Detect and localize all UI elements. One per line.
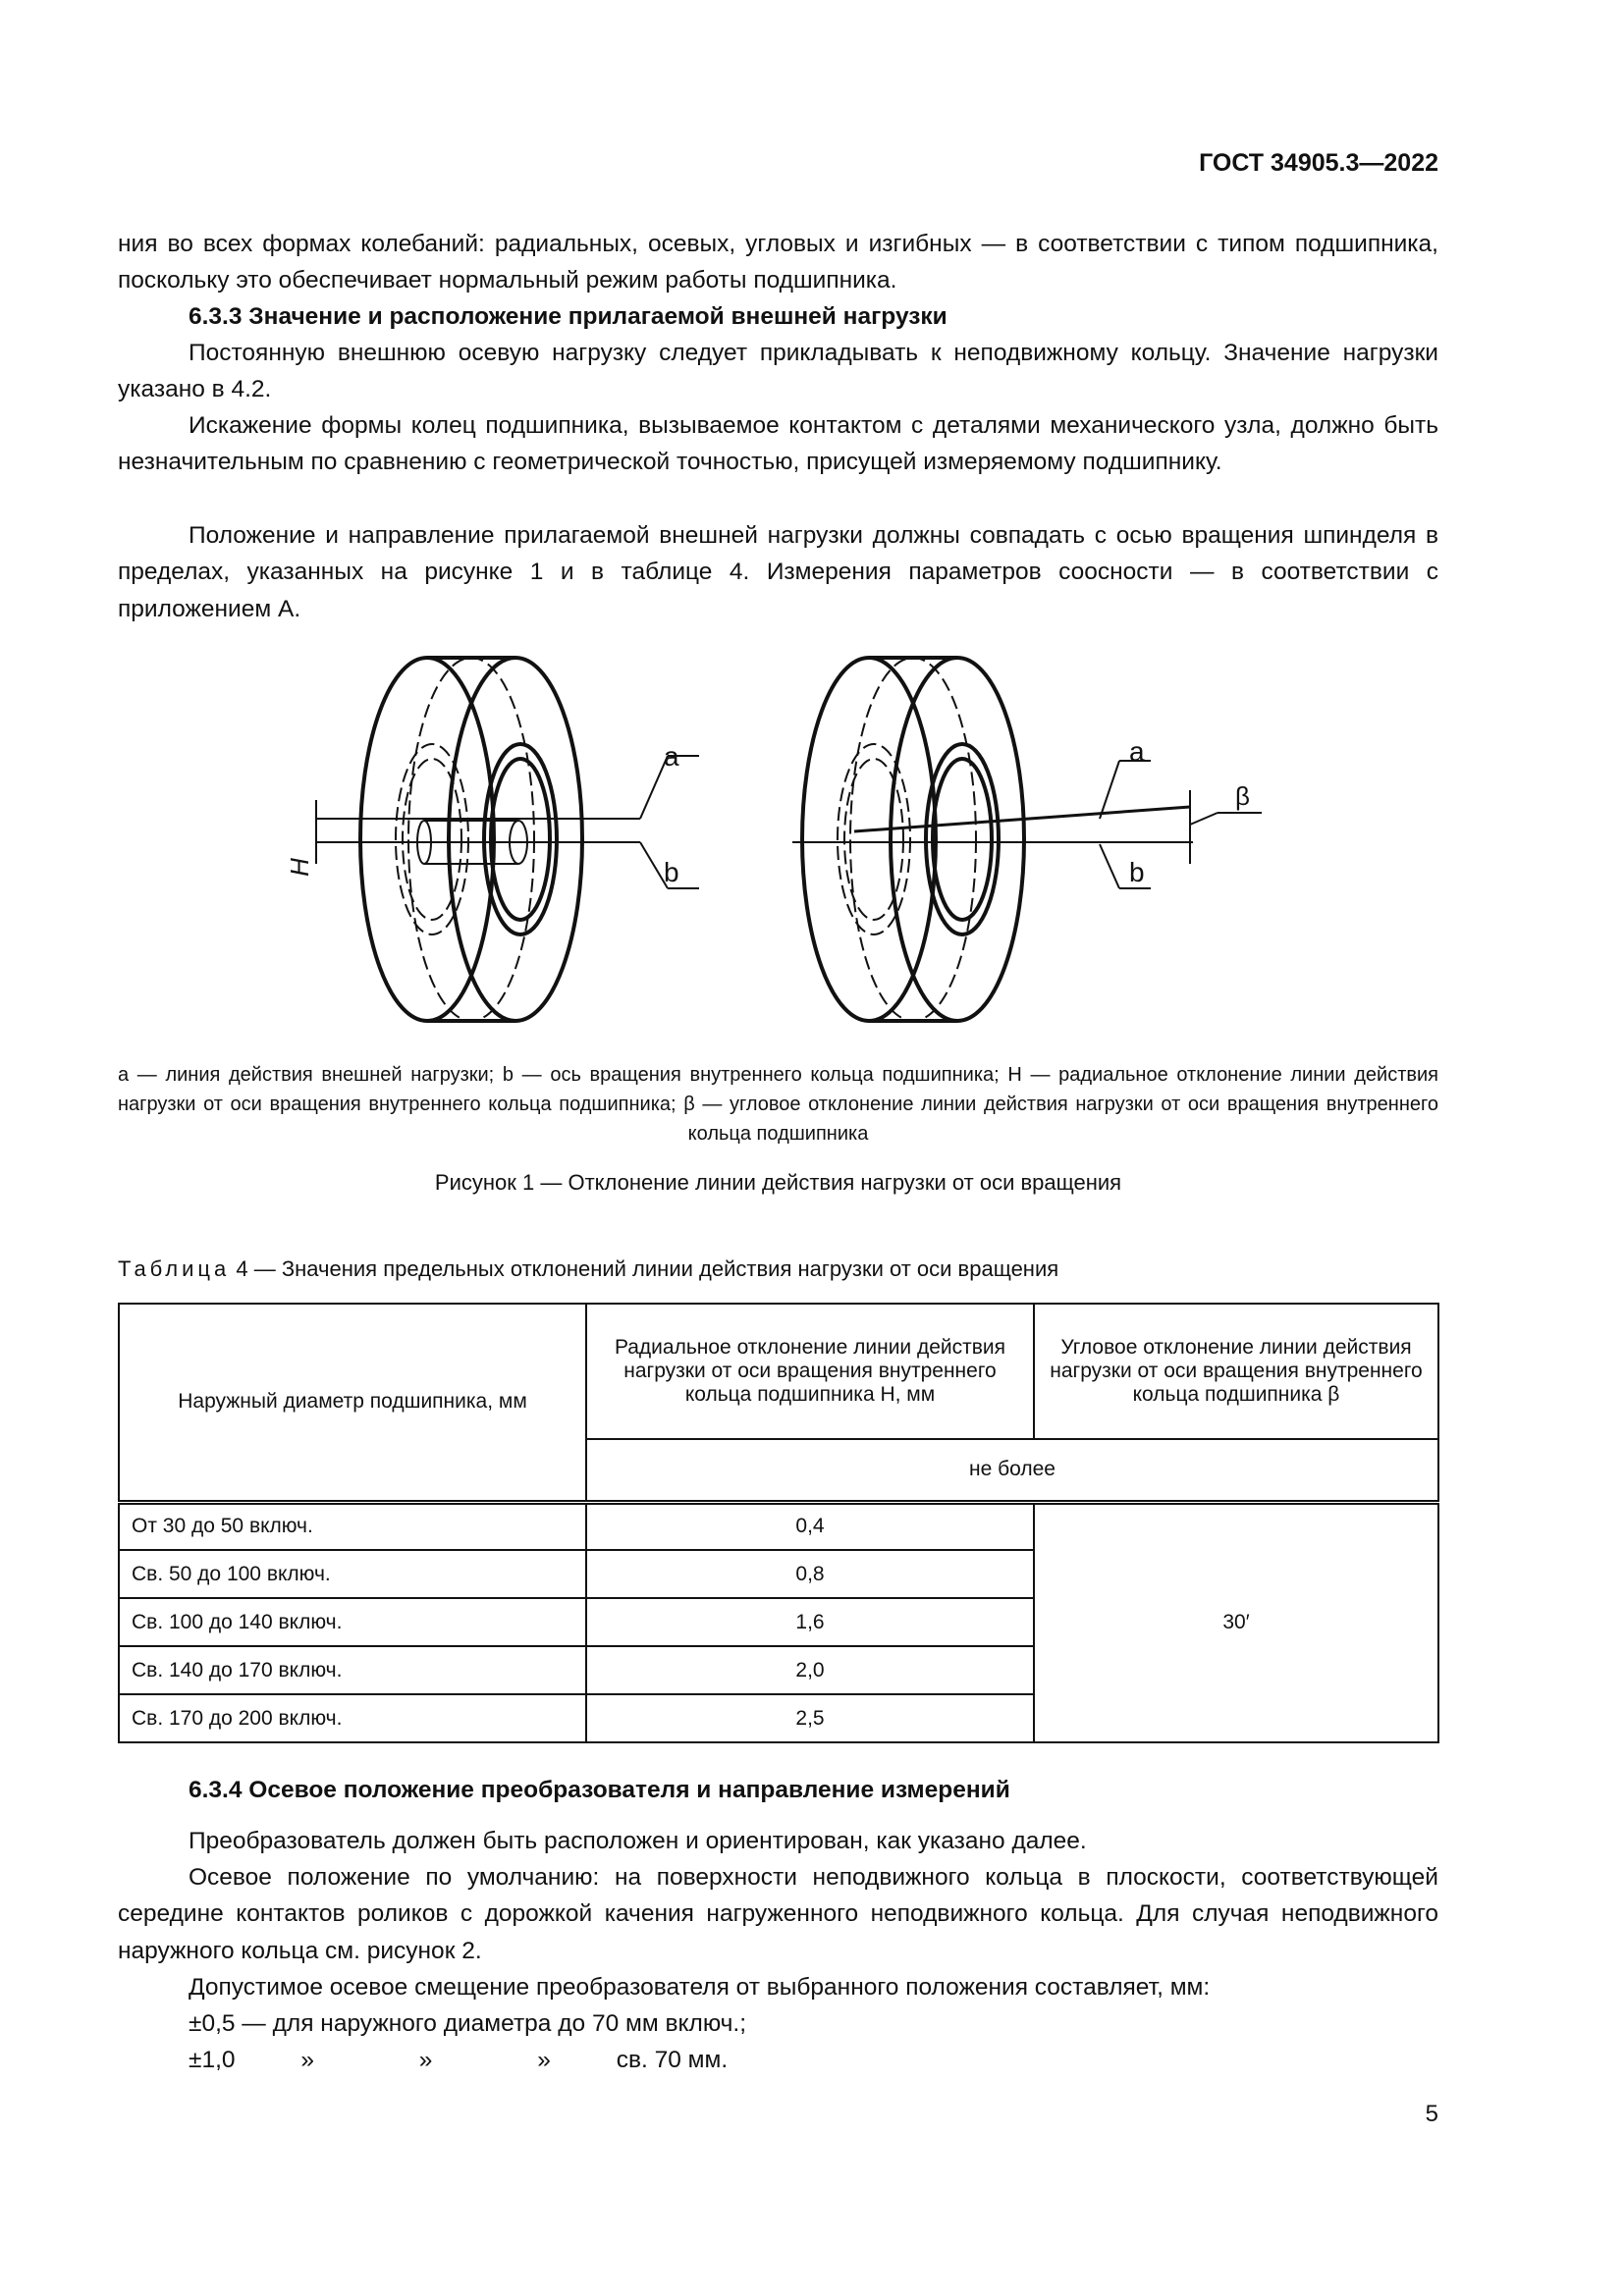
paragraph: Преобразователь должен быть расположен и ориентирован, как указано далее. [189, 1828, 1087, 1854]
document-id: ГОСТ 34905.3—2022 [1199, 149, 1438, 177]
paragraph: ния во всех формах колебаний: радиальных, осевых, угловых и изгибных — в соответствии с типом подшипника, поскольку это обеспечивает нормальный режим работы подшипника. [118, 231, 1438, 294]
list-item: ±1,0 » » » св. 70 мм. [189, 2047, 729, 2073]
section-heading: 6.3.4 Осевое положение преобразователя и направление измерений [189, 1777, 1010, 1803]
paragraph: Осевое положение по умолчанию: на поверхности неподвижного кольца в плоскости, соответствующей середине контактов роликов с дорожкой качения нагруженного неподвижного кольца. Для случая неподвижного наружного кольца см. рисунок 2. [118, 1864, 1438, 1964]
paragraph: Допустимое осевое смещение преобразователя от выбранного положения составляет, мм: [189, 1974, 1211, 2001]
label-H: H [284, 858, 314, 877]
header-diameter: Наружный диаметр подшипника, мм [119, 1304, 586, 1502]
bearing-figure [0, 0, 1624, 1080]
beta-value: 30′ [1034, 1502, 1438, 1742]
table-row: Св. 50 до 100 включ. 0,8 [119, 1550, 1438, 1598]
label-beta: β [1235, 781, 1250, 811]
label-b: b [664, 857, 679, 887]
figure-legend: a — линия действия внешней нагрузки; b — ось вращения внутреннего кольца подшипника; H — радиальное отклонение линии действия нагрузки от оси вращения внутреннего кольца подшипника; β — угловое отклонение линии действия нагрузки от оси вращения внутреннего кольца подшипника [118, 1064, 1438, 1145]
section-heading: 6.3.3 Значение и расположение прилагаемой внешней нагрузки [189, 303, 947, 330]
figure-title: Рисунок 1 — Отклонение линии действия нагрузки от оси вращения [434, 1170, 1122, 1195]
subheader: не более [586, 1439, 1438, 1502]
table-row: От 30 до 50 включ. 0,4 30′ [119, 1502, 1438, 1550]
label-a: a [1129, 736, 1145, 767]
list-item: ±0,5 — для наружного диаметра до 70 мм включ.; [189, 2010, 747, 2037]
table-row: Св. 170 до 200 включ. 2,5 [119, 1694, 1438, 1742]
page-number: 5 [1425, 2101, 1438, 2127]
table-row: Св. 100 до 140 включ. 1,6 [119, 1598, 1438, 1646]
bearing-angular-deviation [792, 658, 1262, 1021]
paragraph: Искажение формы колец подшипника, вызываемое контактом с деталями механического узла, должно быть незначительным по сравнению с геометрической точностью, присущей измеряемому подшипнику. [118, 412, 1438, 476]
deviation-table [118, 1303, 1439, 1743]
paragraph: Постоянную внешнюю осевую нагрузку следует прикладывать к неподвижному кольцу. Значение нагрузки указано в 4.2. [118, 340, 1438, 403]
table-caption: Таблица 4 — Значения предельных отклонений линии действия нагрузки от оси вращения [118, 1256, 1059, 1281]
header-radial: Радиальное отклонение линии действия нагрузки от оси вращения внутреннего кольца подшипника H, мм [586, 1304, 1034, 1439]
bearing-radial-deviation [316, 658, 699, 1021]
paragraph: Положение и направление прилагаемой внешней нагрузки должны совпадать с осью вращения шпинделя в пределах, указанных на рисунке 1 и в таблице 4. Измерения параметров соосности — в соответствии с приложением А. [118, 522, 1438, 622]
label-a: a [664, 741, 679, 772]
table-row: Св. 140 до 170 включ. 2,0 [119, 1646, 1438, 1694]
label-b: b [1129, 857, 1145, 887]
header-angular: Угловое отклонение линии действия нагрузки от оси вращения внутреннего кольца подшипника β [1034, 1304, 1438, 1439]
